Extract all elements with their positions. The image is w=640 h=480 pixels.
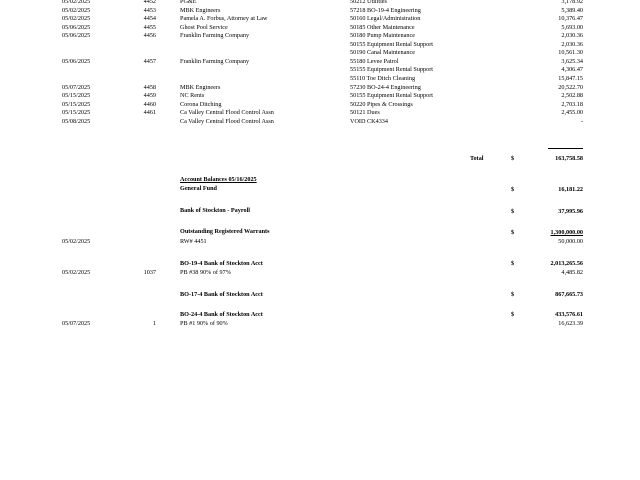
bo244-sub-amount: 16,623.39 (558, 320, 583, 327)
txn-vendor: Ghost Pool Service (180, 23, 228, 31)
txn-account: 50155 Equipment Rental Support (350, 92, 434, 100)
txn-vendor: Franklin Farming Company (180, 57, 250, 65)
txn-account: 50212 Utilities (350, 0, 387, 5)
txn-account: 50155 Equipment Rental Support (350, 40, 434, 48)
txn-check-number: 4461 (143, 109, 156, 117)
warrants-amount: 1,300,000.00 (550, 229, 583, 236)
txn-amount: 10,561.30 (558, 49, 583, 57)
txn-check-number: 4452 (143, 0, 156, 5)
bo194-sub-date: 05/02/2025 (62, 269, 91, 276)
txn-date: 05/06/2025 (62, 23, 91, 31)
txn-check-number: 4453 (143, 6, 156, 14)
txn-date: 05/06/2025 (62, 32, 91, 40)
bo244-dollar: $ (511, 311, 515, 318)
txn-check-number: 4458 (143, 83, 156, 91)
bo194-sub-amount: 4,485.82 (561, 269, 583, 276)
bo244-sub-date: 05/07/2025 (62, 320, 91, 327)
txn-check-number: 4455 (143, 23, 156, 31)
txn-vendor: Corona Ditching (180, 100, 222, 108)
txn-vendor: MBK Engineers (180, 6, 221, 14)
txn-vendor: NC Rents (180, 92, 205, 100)
txn-check-number: 4454 (143, 15, 156, 23)
txn-date: 05/02/2025 (62, 15, 91, 23)
txn-date: 05/15/2025 (62, 109, 91, 117)
bo174-dollar: $ (511, 291, 515, 298)
txn-date: 05/02/2025 (62, 0, 91, 5)
txn-check-number: 4460 (143, 100, 156, 108)
txn-amount: 5,389.40 (561, 6, 583, 14)
txn-account: 50220 Pipes & Crossings (350, 100, 413, 108)
txn-account: 57218 BO-19-4 Engineering (350, 6, 421, 14)
bo244-amount: 433,576.61 (555, 311, 583, 318)
bo194-sub-check: 1037 (143, 269, 156, 276)
bo194-sub-text: PB #38 90% of 97% (180, 269, 231, 276)
warrant-date: 05/02/2025 (62, 238, 91, 245)
txn-amount: 3,178.92 (561, 0, 583, 5)
general-fund-amount: 16,181.22 (558, 186, 583, 193)
txn-amount: 2,455.00 (561, 109, 583, 117)
bo244-sub-text: PB #1 90% of 90% (180, 320, 228, 327)
txn-account: 50160 Legal/Administration (350, 15, 421, 23)
txn-account: VOID CK4334 (350, 117, 388, 125)
warrant-number: RW# 4451 (180, 238, 207, 245)
warrant-amount: 50,000.00 (558, 238, 583, 245)
txn-vendor: PG&E (180, 0, 197, 5)
txn-account: 55155 Equipment Rental Support (350, 66, 434, 74)
txn-amount: 3,625.34 (561, 57, 583, 65)
warrants-dollar: $ (511, 229, 515, 236)
txn-date: 05/07/2025 (62, 83, 91, 91)
txn-vendor: Ca Valley Central Flood Control Assn (180, 117, 274, 125)
total-dollar-sign: $ (511, 155, 515, 162)
txn-account: 50121 Dues (350, 109, 380, 117)
bo194-label: BO-19-4 Bank of Stockton Acct (180, 260, 263, 267)
txn-amount: 4,306.47 (561, 66, 583, 74)
txn-amount: 10,376.47 (558, 15, 583, 23)
txn-vendor: Ca Valley Central Flood Control Assn (180, 109, 274, 117)
total-amount: 163,758.58 (555, 155, 583, 162)
txn-date: 05/15/2025 (62, 100, 91, 108)
general-fund-dollar: $ (511, 186, 515, 193)
txn-amount: 5,693.00 (561, 23, 583, 31)
total-label: Total (470, 155, 484, 162)
txn-account: 50185 Other Maintenance (350, 23, 415, 31)
total-rule (548, 148, 583, 149)
payroll-label: Bank of Stockton - Payroll (180, 207, 251, 214)
txn-amount: 2,030.36 (561, 40, 583, 48)
txn-amount: 15,847.15 (558, 74, 583, 82)
txn-check-number: 4457 (143, 57, 156, 65)
payroll-dollar: $ (511, 208, 515, 215)
txn-vendor: MBK Engineers (180, 83, 221, 91)
txn-date: 05/06/2025 (62, 57, 91, 65)
txn-vendor: Pamela A. Forbus, Attorney at Law (180, 15, 268, 23)
txn-date: 05/02/2025 (62, 6, 91, 14)
txn-amount: - (580, 117, 583, 125)
txn-check-number: 4459 (143, 92, 156, 100)
txn-date: 05/15/2025 (62, 92, 91, 100)
txn-amount: 2,030.36 (561, 32, 583, 40)
bo174-label: BO-17-4 Bank of Stockton Acct (180, 291, 263, 298)
bo194-dollar: $ (511, 260, 515, 267)
txn-account: 55110 Toe Ditch Cleaning (350, 74, 416, 82)
txn-amount: 2,703.18 (561, 100, 583, 108)
txn-account: 50180 Pump Maintenance (350, 32, 415, 40)
payroll-amount: 37,995.96 (558, 208, 583, 215)
txn-account: 57230 BO-24-4 Engineering (350, 83, 421, 91)
txn-date: 05/08/2025 (62, 117, 91, 125)
txn-account: 55180 Levee Patrol (350, 57, 399, 65)
bo244-sub-check: 1 (152, 320, 156, 327)
bo194-amount: 2,013,265.56 (550, 260, 583, 267)
balances-heading: Account Balances 05/16/2025 (180, 176, 257, 183)
txn-account: 50190 Canal Maintenance (350, 49, 415, 57)
general-fund-label: General Fund (180, 185, 217, 192)
txn-amount: 2,502.88 (561, 92, 583, 100)
bo174-amount: 867,665.73 (555, 291, 583, 298)
bo244-label: BO-24-4 Bank of Stockton Acct (180, 311, 263, 318)
txn-vendor: Franklin Farming Company (180, 32, 250, 40)
txn-amount: 20,522.70 (558, 83, 583, 91)
warrants-label: Outstanding Registered Warrants (180, 228, 270, 235)
txn-check-number: 4456 (143, 32, 156, 40)
